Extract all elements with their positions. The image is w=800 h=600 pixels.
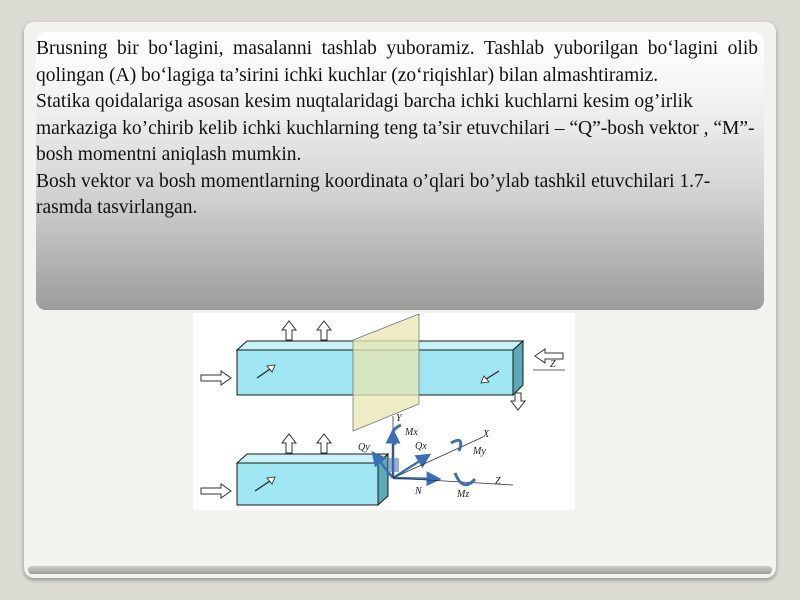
label-x: X	[483, 429, 490, 440]
body-text	[36, 36, 758, 222]
label-z-top: Z	[550, 359, 556, 370]
paragraph-1: Brusning bir bo‘lagini, masalanni tashlab yuboramiz. Tashlab yuborilgan bo‘lagini olib qolingan (A) bo‘lagiga ta’sirini ichki kuchlar (zo‘riqishlar) bilan almashtiramiz.	[36, 38, 758, 86]
paragraph-2: Statika qoidalariga asosan kesim nuqtalaridagi barcha ichki kuchlarni kesim og’irlik markaziga ko’chirib kelib ichki kuchlarning teng ta’sir etuvchilari – “Q”-bosh vektor , “M”- bosh momentni aniqlash mumkin.	[36, 91, 755, 165]
label-qx: Qx	[415, 441, 427, 452]
slide-bottom-bar	[28, 566, 772, 574]
label-mx: Mx	[405, 427, 418, 438]
label-z-bottom: Z	[495, 476, 501, 487]
bottom-beam	[237, 454, 388, 505]
internal-forces-diagram	[193, 313, 575, 510]
label-n: N	[415, 486, 422, 497]
label-my: My	[473, 446, 486, 457]
label-qy: Qy	[358, 442, 370, 453]
cutting-plane	[353, 314, 419, 431]
figure-1-7	[193, 313, 575, 510]
label-y: Y	[396, 413, 402, 424]
cut-section-marker	[389, 458, 399, 472]
paragraph-3: Bosh vektor va bosh momentlarning koordinata o’qlari bo’ylab tashkil etuvchilari 1.7-rasmda tasvirlangan.	[36, 170, 711, 218]
label-mz: Mz	[457, 489, 470, 500]
